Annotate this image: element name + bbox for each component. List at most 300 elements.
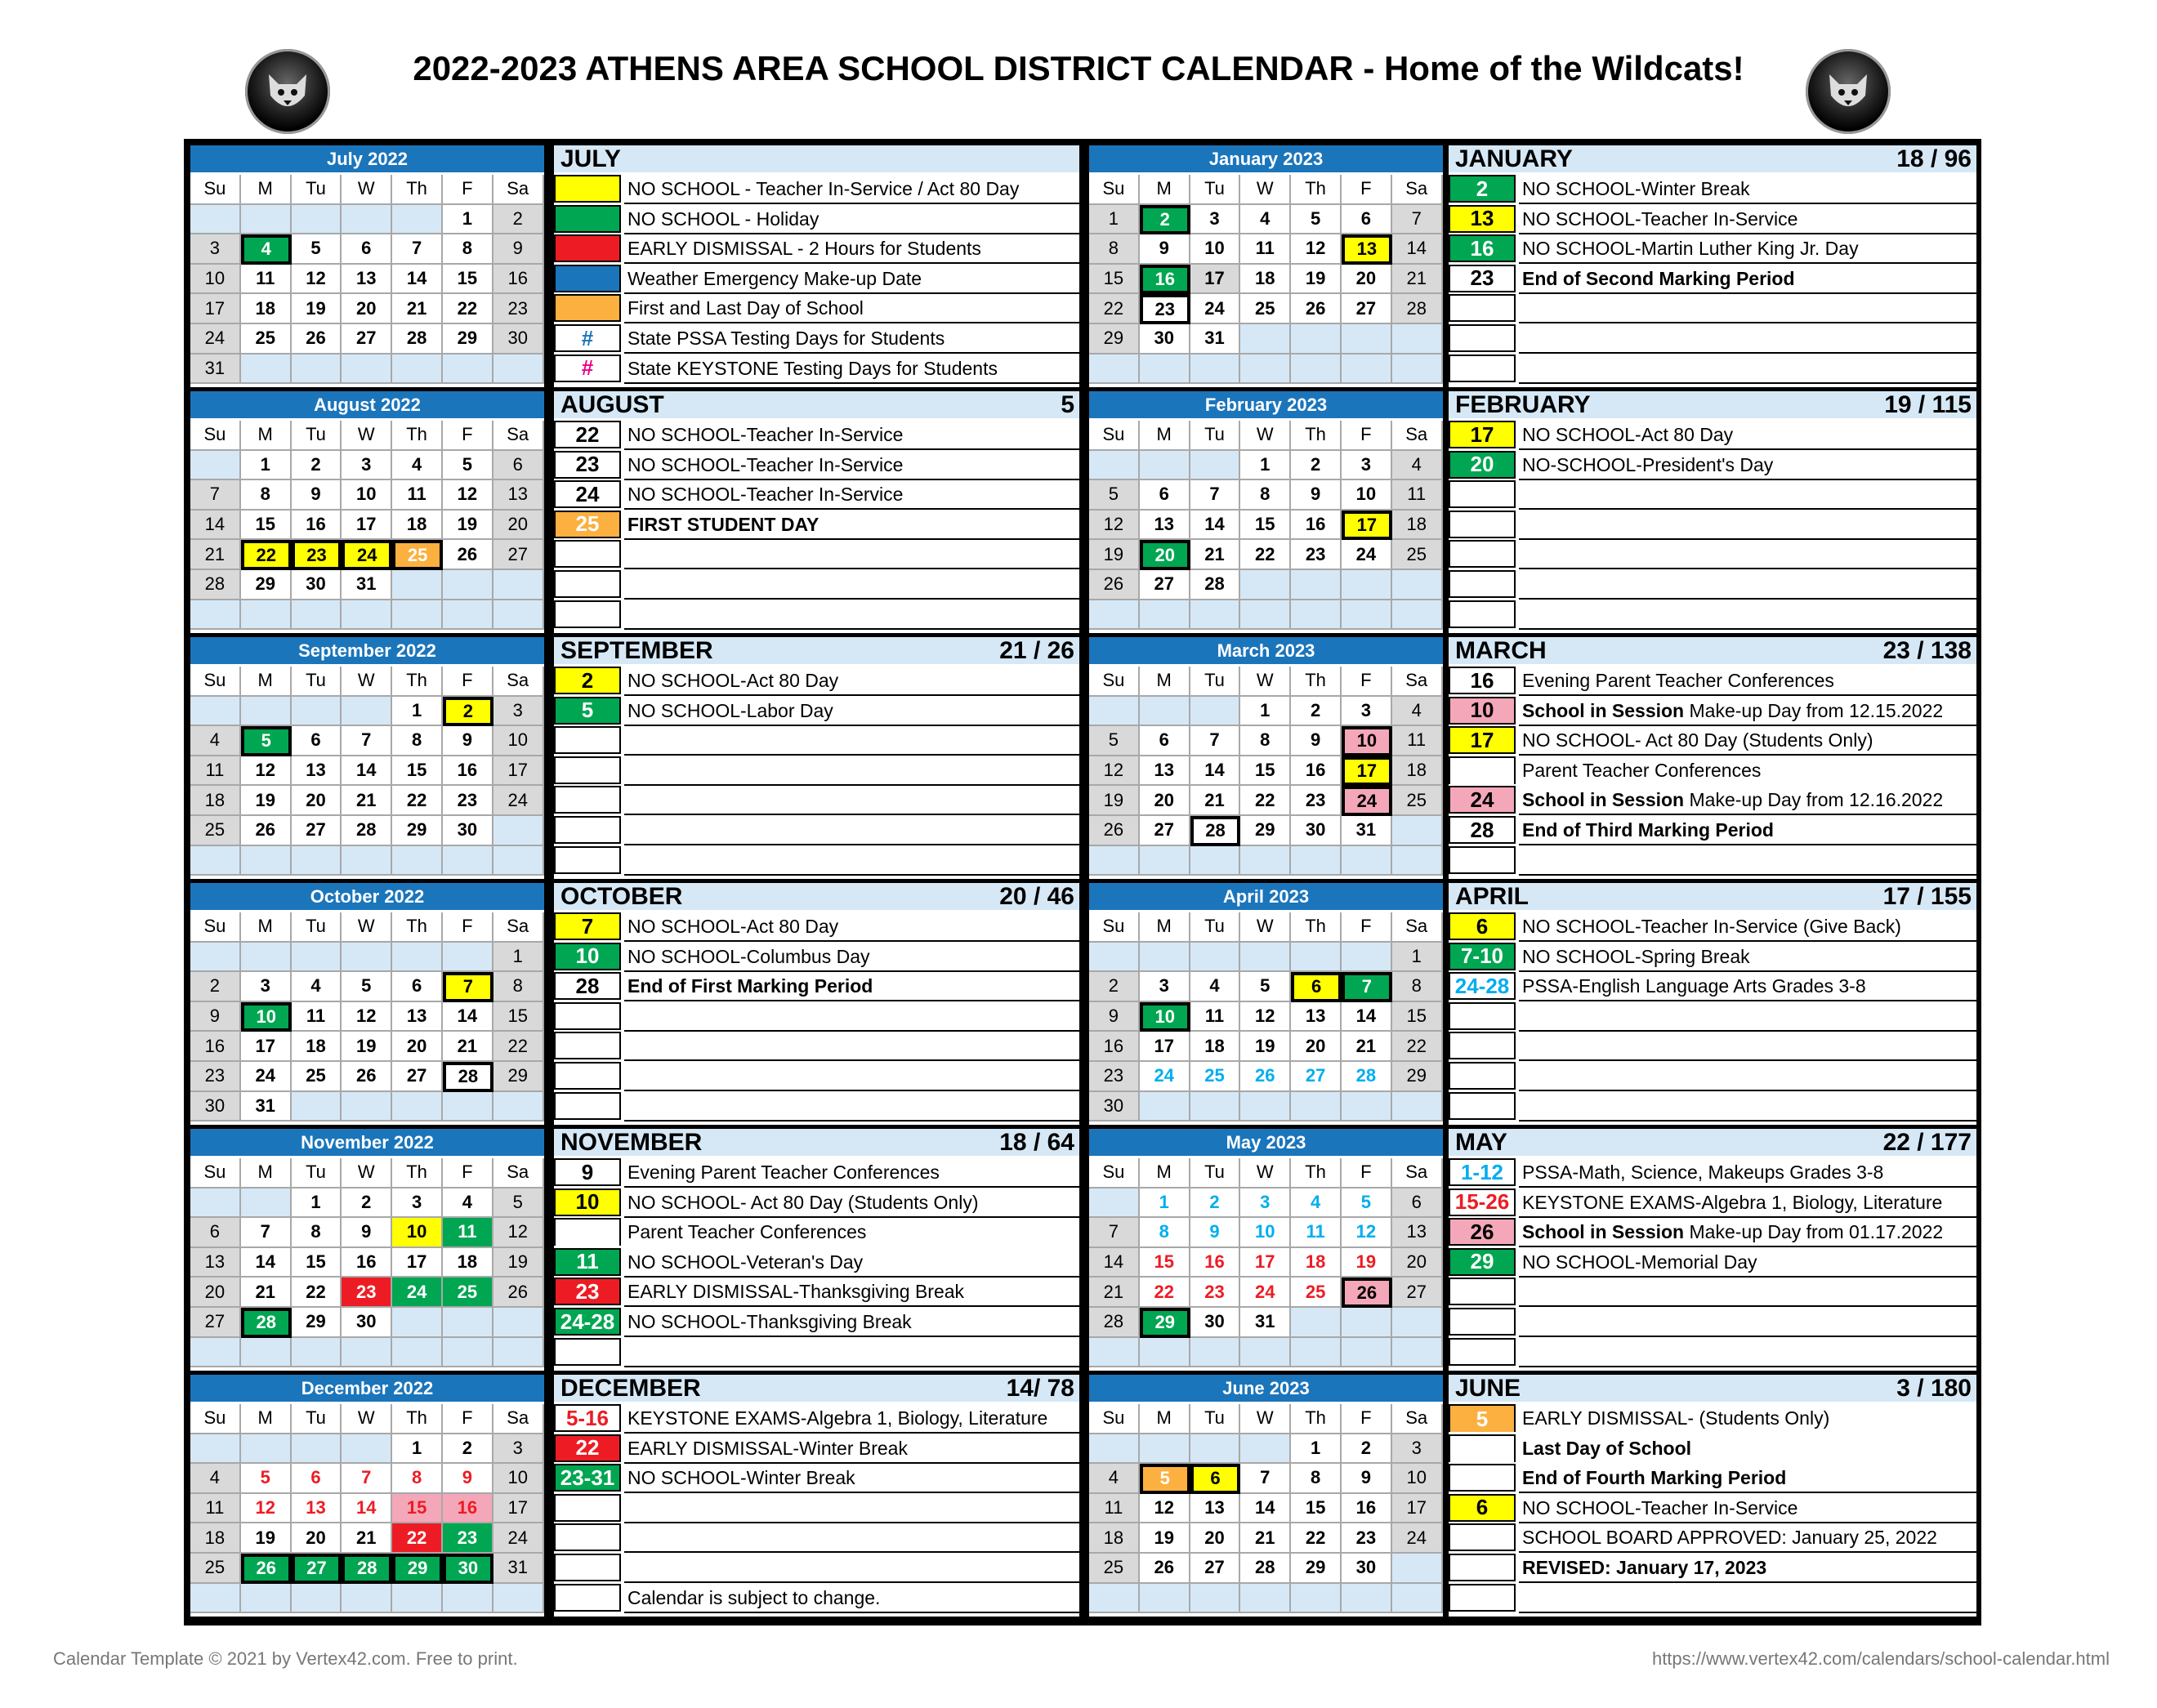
event-row xyxy=(554,234,1079,264)
empty-day-cell xyxy=(443,846,493,876)
day-cell: 29 xyxy=(292,1308,342,1338)
day-cell: 14 xyxy=(392,265,443,295)
day-cell: 9 xyxy=(190,1002,241,1032)
day-cell: 16 xyxy=(1140,265,1190,295)
empty-day-cell xyxy=(493,600,544,631)
day-cell: 8 xyxy=(493,972,544,1002)
empty-day-cell xyxy=(493,1308,544,1338)
day-cell: 14 xyxy=(1342,1002,1392,1032)
day-cell: 24 xyxy=(493,786,544,816)
day-cell: 18 xyxy=(1190,1032,1241,1062)
event-description xyxy=(624,1523,1079,1553)
event-row xyxy=(554,451,1079,480)
event-date-swatch: 23 xyxy=(554,451,621,479)
day-cell: 2 xyxy=(1291,451,1342,481)
day-cell: 11 xyxy=(1240,234,1291,265)
empty-day-cell xyxy=(392,943,443,973)
event-detail: Make-up Day from 12.16.2022 xyxy=(1684,789,1944,811)
month-grid xyxy=(190,391,544,633)
month-grid xyxy=(1089,145,1443,387)
event-date-swatch: 16 xyxy=(1449,234,1516,262)
day-cell: 13 xyxy=(190,1248,241,1278)
empty-day-cell xyxy=(1140,846,1190,876)
day-cell: 21 xyxy=(1342,1032,1392,1062)
event-description xyxy=(624,846,1079,876)
event-date-swatch: 1-12 xyxy=(1449,1158,1516,1186)
day-cell: 8 xyxy=(292,1218,342,1248)
event-description: REVISED: January 17, 2023 xyxy=(1519,1554,1976,1583)
day-cell: 27 xyxy=(292,816,342,846)
day-cell: 20 xyxy=(1291,1032,1342,1062)
weekday-header: W xyxy=(342,175,392,205)
empty-day-cell xyxy=(241,697,292,727)
day-cell: 30 xyxy=(1342,1554,1392,1584)
event-date-swatch xyxy=(1449,511,1516,538)
event-date-swatch xyxy=(554,600,621,628)
event-row xyxy=(1449,421,1976,450)
event-date-swatch xyxy=(554,1584,621,1612)
empty-day-cell xyxy=(1140,355,1190,385)
empty-day-cell xyxy=(1342,1308,1392,1338)
day-cell: 27 xyxy=(1190,1554,1241,1584)
weekday-header: Th xyxy=(392,667,443,697)
event-description xyxy=(1519,697,1976,726)
day-cell: 29 xyxy=(1392,1062,1443,1092)
panel-month-name: NOVEMBER xyxy=(560,1129,703,1156)
weekday-header: Su xyxy=(190,667,241,697)
day-cell: 17 xyxy=(1342,756,1392,787)
event-date-swatch: 16 xyxy=(1449,667,1516,694)
day-cell: 29 xyxy=(392,816,443,846)
day-cell: 20 xyxy=(1392,1248,1443,1278)
event-row xyxy=(1449,912,1976,942)
day-cell: 19 xyxy=(1240,1032,1291,1062)
empty-day-cell xyxy=(493,1584,544,1614)
event-row xyxy=(1449,540,1976,569)
event-date-swatch xyxy=(1449,756,1516,784)
weekday-header: Sa xyxy=(1392,1158,1443,1188)
day-cell: 31 xyxy=(493,1554,544,1584)
empty-day-cell xyxy=(292,943,342,973)
event-row xyxy=(554,1158,1079,1188)
event-row xyxy=(554,324,1079,354)
event-description xyxy=(1519,480,1976,510)
empty-day-cell xyxy=(392,600,443,631)
event-date-swatch: 7-10 xyxy=(1449,943,1516,970)
event-row xyxy=(1449,294,1976,323)
panel-day-count: 21 / 26 xyxy=(999,637,1074,664)
day-cell: 18 xyxy=(1089,1523,1140,1554)
event-date-swatch xyxy=(1449,480,1516,508)
event-date-swatch xyxy=(554,294,621,322)
day-cell: 24 xyxy=(190,324,241,355)
day-cell: 17 xyxy=(241,1032,292,1062)
wildcat-icon xyxy=(1820,63,1877,120)
empty-day-cell xyxy=(1342,1338,1392,1368)
day-cell: 27 xyxy=(190,1308,241,1338)
event-row xyxy=(1449,1218,1976,1247)
weekday-header: F xyxy=(443,421,493,451)
empty-day-cell xyxy=(292,355,342,385)
weekday-header: F xyxy=(1342,1404,1392,1434)
empty-day-cell xyxy=(1190,1338,1241,1368)
event-row xyxy=(1449,1404,1976,1434)
day-cell: 22 xyxy=(1089,294,1140,324)
day-cell: 26 xyxy=(493,1278,544,1308)
day-cell: 13 xyxy=(1392,1218,1443,1248)
month-grid-title: February 2023 xyxy=(1089,391,1443,418)
event-description: KEYSTONE EXAMS-Algebra 1, Biology, Literature xyxy=(624,1404,1079,1434)
day-cell: 19 xyxy=(1140,1523,1190,1554)
weekday-header: Tu xyxy=(1190,1158,1241,1188)
event-date-swatch xyxy=(554,756,621,784)
event-date-swatch xyxy=(1449,1584,1516,1612)
day-cell: 7 xyxy=(1240,1464,1291,1494)
event-date-swatch: 10 xyxy=(554,943,621,970)
day-cell: 24 xyxy=(493,1523,544,1554)
event-date-swatch: 6 xyxy=(1449,912,1516,940)
month-grid-title: August 2022 xyxy=(190,391,544,418)
event-date-swatch: 2 xyxy=(1449,175,1516,203)
day-cell: 29 xyxy=(392,1554,443,1584)
day-cell: 4 xyxy=(1190,972,1241,1002)
event-date-swatch xyxy=(554,234,621,262)
day-cell: 27 xyxy=(392,1062,443,1092)
day-cell: 21 xyxy=(342,786,392,816)
event-description: NO SCHOOL-Thanksgiving Break xyxy=(624,1308,1079,1337)
day-cell: 11 xyxy=(1089,1494,1140,1524)
event-row xyxy=(1449,816,1976,845)
event-row xyxy=(554,667,1079,696)
event-row xyxy=(554,570,1079,600)
day-cell: 17 xyxy=(493,1494,544,1524)
day-cell: 29 xyxy=(1291,1554,1342,1584)
day-cell: 10 xyxy=(1240,1218,1291,1248)
day-cell: 3 xyxy=(493,697,544,727)
day-cell: 2 xyxy=(1190,1188,1241,1219)
day-cell: 15 xyxy=(292,1248,342,1278)
day-cell: 26 xyxy=(241,816,292,846)
weekday-header: M xyxy=(241,912,292,943)
empty-day-cell xyxy=(1190,600,1241,631)
event-date-swatch: 6 xyxy=(1449,1494,1516,1522)
day-cell: 1 xyxy=(1089,205,1140,235)
day-cell: 25 xyxy=(292,1062,342,1092)
day-cell: 14 xyxy=(1190,756,1241,787)
weekday-header: M xyxy=(1140,421,1190,451)
day-cell: 12 xyxy=(1240,1002,1291,1032)
event-description xyxy=(624,1494,1079,1523)
day-cell: 20 xyxy=(292,1523,342,1554)
day-cell: 23 xyxy=(1342,1523,1392,1554)
event-date-swatch xyxy=(554,540,621,568)
empty-day-cell xyxy=(292,1434,342,1465)
day-cell: 27 xyxy=(1291,1062,1342,1092)
event-date-swatch: 28 xyxy=(1449,816,1516,844)
empty-day-cell xyxy=(392,1308,443,1338)
empty-day-cell xyxy=(1190,355,1241,385)
day-cell: 14 xyxy=(1392,234,1443,265)
weekday-header: Th xyxy=(392,1158,443,1188)
empty-day-cell xyxy=(190,1584,241,1614)
day-cell: 1 xyxy=(493,943,544,973)
empty-day-cell xyxy=(1392,1092,1443,1122)
day-cell: 30 xyxy=(493,324,544,355)
day-cell: 4 xyxy=(190,1464,241,1494)
day-cell: 29 xyxy=(493,1062,544,1092)
event-row xyxy=(1449,175,1976,204)
day-cell: 26 xyxy=(1089,570,1140,600)
event-description: NO SCHOOL-Memorial Day xyxy=(1519,1248,1976,1278)
day-cell: 27 xyxy=(292,1554,342,1584)
day-cell: 6 xyxy=(493,451,544,481)
day-cell: 15 xyxy=(1140,1248,1190,1278)
day-cell: 6 xyxy=(1392,1188,1443,1219)
event-description: NO SCHOOL- Act 80 Day (Students Only) xyxy=(1519,726,1976,756)
weekday-header: Sa xyxy=(1392,1404,1443,1434)
event-date-swatch xyxy=(1449,324,1516,352)
event-detail: Make-up Day from 12.15.2022 xyxy=(1684,699,1944,721)
empty-day-cell xyxy=(1140,1338,1190,1368)
event-date-swatch xyxy=(554,1338,621,1366)
day-cell: 11 xyxy=(392,480,443,511)
event-row xyxy=(1449,1158,1976,1188)
day-cell: 16 xyxy=(1190,1248,1241,1278)
panel-month-name: DECEMBER xyxy=(560,1375,701,1402)
weekday-header: Sa xyxy=(493,1404,544,1434)
month-grid xyxy=(190,145,544,387)
day-cell: 21 xyxy=(1392,265,1443,295)
day-cell: 14 xyxy=(342,756,392,787)
event-row xyxy=(554,1032,1079,1061)
event-description xyxy=(624,786,1079,815)
month-grid xyxy=(190,637,544,879)
empty-day-cell xyxy=(190,205,241,235)
day-cell: 20 xyxy=(190,1278,241,1308)
day-cell: 6 xyxy=(342,234,392,265)
event-description: EARLY DISMISSAL- (Students Only) xyxy=(1522,1407,1830,1429)
event-row xyxy=(1449,355,1976,384)
day-cell: 29 xyxy=(1089,324,1140,355)
day-cell: 1 xyxy=(392,697,443,727)
event-row xyxy=(1449,234,1976,264)
empty-day-cell xyxy=(1089,1338,1140,1368)
empty-day-cell xyxy=(1291,355,1342,385)
event-date-swatch xyxy=(1449,1062,1516,1090)
day-cell: 6 xyxy=(1190,1464,1241,1494)
weekday-header: Sa xyxy=(493,1158,544,1188)
day-cell: 25 xyxy=(392,540,443,570)
event-description xyxy=(1519,1338,1976,1367)
event-description: NO SCHOOL-Teacher In-Service (Give Back) xyxy=(1519,912,1976,942)
empty-day-cell xyxy=(443,355,493,385)
empty-day-cell xyxy=(1291,1338,1342,1368)
day-cell: 29 xyxy=(1240,816,1291,846)
empty-day-cell xyxy=(1190,697,1241,727)
empty-day-cell xyxy=(342,205,392,235)
day-cell: 29 xyxy=(1140,1308,1190,1338)
day-cell: 30 xyxy=(1140,324,1190,355)
day-cell: 1 xyxy=(1291,1434,1342,1465)
empty-day-cell xyxy=(1392,1554,1443,1584)
event-row xyxy=(1449,1434,1976,1464)
event-row xyxy=(1449,726,1976,756)
event-description xyxy=(1519,511,1976,540)
event-description: NO SCHOOL-Teacher In-Service xyxy=(1519,1494,1976,1523)
day-cell: 26 xyxy=(1342,1278,1392,1308)
panel-header xyxy=(1449,637,1976,664)
day-cell: 10 xyxy=(190,265,241,295)
weekday-header: W xyxy=(342,667,392,697)
day-cell: 19 xyxy=(241,1523,292,1554)
weekday-header: M xyxy=(1140,667,1190,697)
event-description xyxy=(1519,786,1976,815)
day-cell: 14 xyxy=(1089,1248,1140,1278)
empty-day-cell xyxy=(1342,943,1392,973)
event-row xyxy=(1449,451,1976,480)
empty-day-cell xyxy=(443,1092,493,1122)
event-date-swatch: 23-31 xyxy=(554,1464,621,1492)
weekday-header: Su xyxy=(1089,912,1140,943)
day-cell: 11 xyxy=(1392,726,1443,756)
day-cell: 31 xyxy=(241,1092,292,1122)
day-cell: 21 xyxy=(1240,1523,1291,1554)
event-date-swatch xyxy=(1449,1032,1516,1059)
day-cell: 13 xyxy=(1140,511,1190,541)
day-cell: 4 xyxy=(1392,697,1443,727)
weekday-header: Tu xyxy=(292,1404,342,1434)
day-cell: 13 xyxy=(342,265,392,295)
empty-day-cell xyxy=(1392,816,1443,846)
day-cell: 12 xyxy=(1089,756,1140,787)
day-cell: 14 xyxy=(342,1494,392,1524)
day-cell: 14 xyxy=(443,1002,493,1032)
day-cell: 22 xyxy=(241,540,292,570)
event-row xyxy=(554,175,1079,204)
event-date-swatch xyxy=(1449,1554,1516,1581)
empty-day-cell xyxy=(190,600,241,631)
day-cell: 6 xyxy=(1140,480,1190,511)
empty-day-cell xyxy=(1392,1338,1443,1368)
empty-day-cell xyxy=(1342,600,1392,631)
event-date-swatch: # xyxy=(554,324,621,352)
day-cell: 18 xyxy=(190,1523,241,1554)
event-date-swatch xyxy=(1449,355,1516,382)
event-description: Last Day of School xyxy=(1522,1437,1692,1459)
event-description xyxy=(624,1092,1079,1122)
day-cell: 17 xyxy=(342,511,392,541)
event-row xyxy=(1449,786,1976,815)
day-cell: 25 xyxy=(1392,540,1443,570)
event-date-swatch xyxy=(1449,1523,1516,1551)
day-cell: 13 xyxy=(292,756,342,787)
day-cell: 17 xyxy=(1392,1494,1443,1524)
event-description: End of Third Marking Period xyxy=(1519,816,1976,845)
empty-day-cell xyxy=(1240,355,1291,385)
empty-day-cell xyxy=(342,600,392,631)
day-cell: 8 xyxy=(1089,234,1140,265)
weekday-header: M xyxy=(1140,912,1190,943)
weekday-header: F xyxy=(443,667,493,697)
panel-header xyxy=(1449,145,1976,172)
month-events-panel xyxy=(554,145,1079,387)
event-description xyxy=(624,1062,1079,1091)
weekday-header: W xyxy=(1240,421,1291,451)
panel-month-name: JULY xyxy=(560,145,621,172)
month-events-panel xyxy=(1449,1129,1976,1371)
event-row xyxy=(1449,667,1976,696)
day-cell: 18 xyxy=(292,1032,342,1062)
event-row xyxy=(554,1278,1079,1307)
day-cell: 19 xyxy=(1089,540,1140,570)
day-cell: 17 xyxy=(1240,1248,1291,1278)
event-description: Parent Teacher Conferences xyxy=(1522,759,1762,781)
event-row xyxy=(1449,1248,1976,1278)
event-description xyxy=(1519,1218,1976,1247)
event-date-swatch xyxy=(1449,600,1516,628)
day-cell: 25 xyxy=(443,1278,493,1308)
day-cell: 12 xyxy=(1291,234,1342,265)
event-row xyxy=(1449,570,1976,600)
event-date-swatch xyxy=(554,570,621,598)
event-date-swatch: 5 xyxy=(554,697,621,725)
empty-day-cell xyxy=(1291,943,1342,973)
event-row xyxy=(1449,511,1976,540)
day-cell: 28 xyxy=(241,1308,292,1338)
day-cell: 27 xyxy=(1140,816,1190,846)
event-date-swatch: 10 xyxy=(554,1188,621,1216)
empty-day-cell xyxy=(292,1338,342,1368)
event-description: EARLY DISMISSAL - 2 Hours for Students xyxy=(624,234,1079,264)
day-cell: 19 xyxy=(1089,786,1140,816)
weekday-header: Su xyxy=(190,1404,241,1434)
event-description: EARLY DISMISSAL-Thanksgiving Break xyxy=(624,1278,1079,1307)
panel-header xyxy=(554,883,1079,910)
event-description xyxy=(1519,846,1976,876)
event-description xyxy=(1519,1092,1976,1122)
day-cell: 15 xyxy=(443,265,493,295)
event-row xyxy=(1449,1523,1976,1553)
empty-day-cell xyxy=(1392,570,1443,600)
event-date-swatch xyxy=(1449,570,1516,598)
event-row xyxy=(554,265,1079,294)
day-cell: 11 xyxy=(1392,480,1443,511)
event-date-swatch xyxy=(554,1494,621,1522)
empty-day-cell xyxy=(443,600,493,631)
empty-day-cell xyxy=(1342,1584,1392,1614)
day-cell: 9 xyxy=(1140,234,1190,265)
day-cell: 24 xyxy=(392,1278,443,1308)
day-cell: 9 xyxy=(1190,1218,1241,1248)
month-grid-title: March 2023 xyxy=(1089,637,1443,664)
day-cell: 13 xyxy=(392,1002,443,1032)
day-cell: 22 xyxy=(1140,1278,1190,1308)
day-cell: 12 xyxy=(1342,1218,1392,1248)
day-cell: 1 xyxy=(292,1188,342,1219)
day-cell: 28 xyxy=(342,1554,392,1584)
month-grid-title: September 2022 xyxy=(190,637,544,664)
weekday-header: Su xyxy=(190,912,241,943)
event-date-swatch: 24-28 xyxy=(554,1308,621,1336)
day-cell: 22 xyxy=(1291,1523,1342,1554)
empty-day-cell xyxy=(493,846,544,876)
weekday-header: Sa xyxy=(493,912,544,943)
day-cell: 15 xyxy=(493,1002,544,1032)
empty-day-cell xyxy=(241,1434,292,1465)
empty-day-cell xyxy=(1392,1584,1443,1614)
day-cell: 19 xyxy=(1342,1248,1392,1278)
empty-day-cell xyxy=(392,1584,443,1614)
